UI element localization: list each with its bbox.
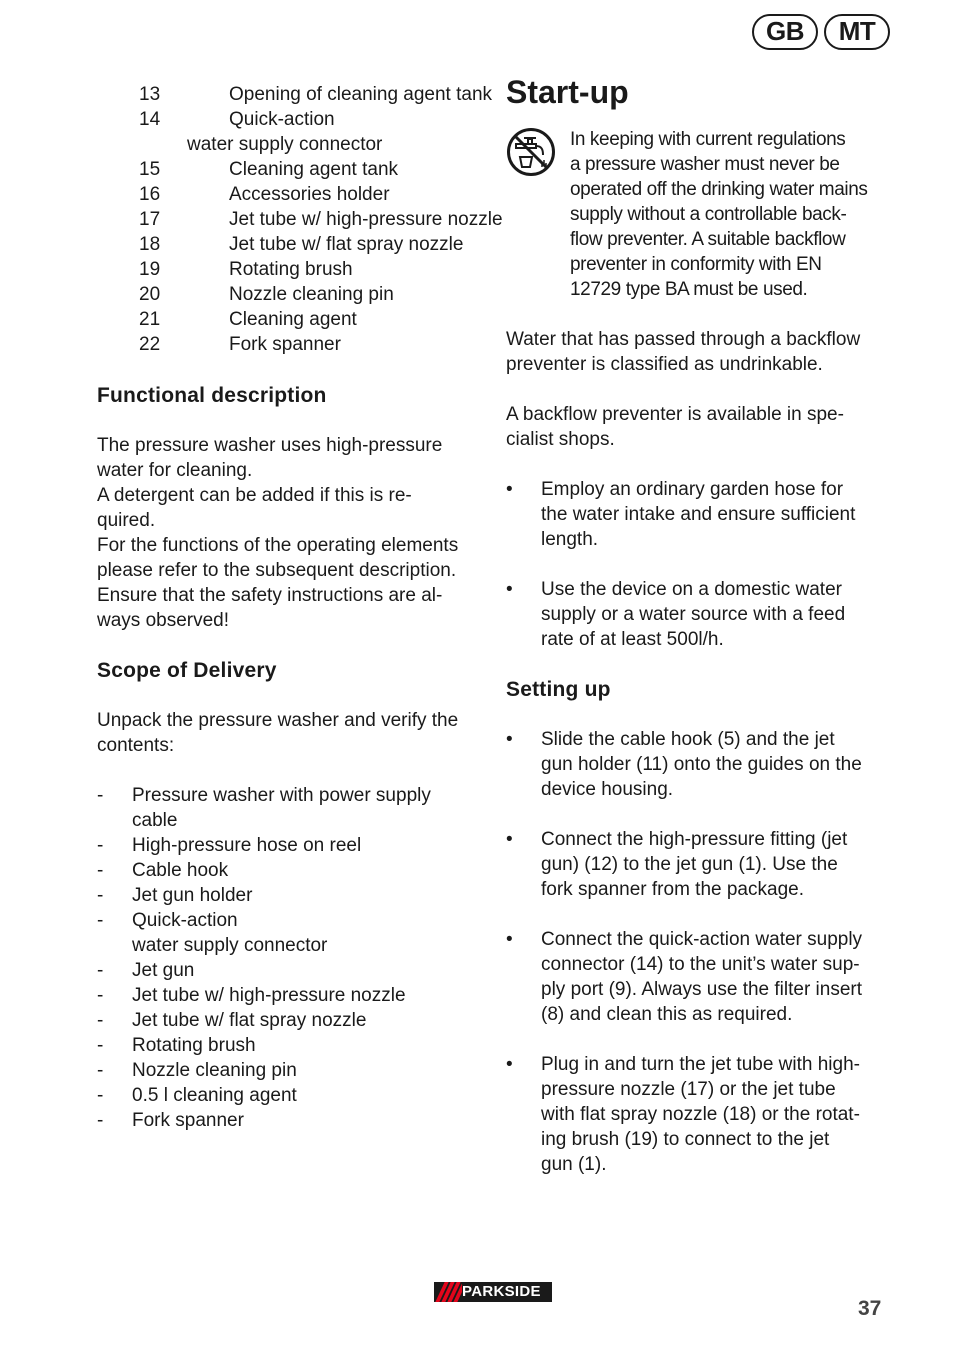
- list-item-text: [132, 1108, 487, 1133]
- start-up-heading: Start-up: [506, 74, 629, 110]
- text-line: water supply connector: [132, 935, 328, 956]
- text-line: Jet tube w/ flat spray nozzle: [132, 1010, 367, 1031]
- parts-list-item: [97, 257, 487, 282]
- list-item: [97, 958, 487, 983]
- text-line: Use the device on a domestic water: [541, 579, 842, 600]
- parts-list: [97, 82, 503, 357]
- dash-marker: -: [97, 785, 104, 806]
- list-item: [506, 1052, 896, 1177]
- dash-marker: -: [97, 1010, 104, 1031]
- logo-stripes: [434, 1282, 462, 1302]
- text-line: contents:: [97, 735, 175, 756]
- list-item: [97, 1008, 487, 1033]
- text-line: connector (14) to the unit’s water sup-: [541, 954, 860, 975]
- part-label: Opening of cleaning agent tank: [229, 84, 493, 105]
- dash-marker: -: [97, 1060, 104, 1081]
- list-item-text: [132, 1083, 487, 1108]
- text-line: Connect the quick-action water supply: [541, 929, 863, 950]
- dash-marker: -: [97, 910, 104, 931]
- text-line: Pressure washer with power supply: [132, 785, 431, 806]
- list-item: [97, 858, 487, 883]
- list-item: [506, 827, 896, 902]
- backflow-undrinkable-text: [506, 327, 896, 377]
- text-line: preventer in conformity with EN: [570, 254, 822, 275]
- dash-marker: -: [97, 835, 104, 856]
- text-line: Fork spanner: [132, 1110, 244, 1131]
- list-item: [506, 727, 896, 802]
- text-line: gun) (12) to the jet gun (1). Use the: [541, 854, 838, 875]
- list-item: [97, 1083, 487, 1108]
- text-line: Quick-action: [132, 910, 238, 931]
- text-line: Water that has passed through a backflow: [506, 329, 861, 350]
- list-item: [97, 1058, 487, 1083]
- text-line: gun (1).: [541, 1154, 607, 1175]
- part-number: 20: [139, 284, 161, 305]
- list-item-text: [541, 827, 896, 902]
- list-item: [506, 577, 896, 652]
- list-item-text: [132, 858, 487, 883]
- part-label: Accessories holder: [229, 184, 390, 205]
- part-number: 18: [139, 234, 161, 255]
- parts-list-item: [97, 207, 503, 232]
- list-item: [506, 477, 896, 552]
- list-item: [97, 883, 487, 908]
- part-number: 21: [139, 309, 161, 330]
- brand-name: PARKSIDE: [462, 1283, 541, 1300]
- part-number: 13: [139, 84, 161, 105]
- bullet-marker: •: [506, 479, 513, 500]
- language-badge-gb: GB: [752, 14, 818, 50]
- parts-list-item: [97, 157, 487, 182]
- text-line: fork spanner from the package.: [541, 879, 804, 900]
- parts-list-item: [97, 307, 487, 332]
- part-label: Cleaning agent tank: [229, 159, 399, 180]
- list-item-text: [132, 958, 487, 983]
- scope-intro-text: [97, 708, 487, 758]
- text-line: In keeping with current regulations: [570, 129, 846, 150]
- list-item-text: [541, 577, 896, 652]
- dash-marker: -: [97, 1110, 104, 1131]
- language-badge-mt: MT: [824, 14, 890, 50]
- no-drinking-water-connection-icon: [506, 127, 556, 177]
- bullet-marker: •: [506, 829, 513, 850]
- text-line: supply or a water source with a feed: [541, 604, 846, 625]
- part-label: Rotating brush: [229, 259, 353, 280]
- list-item: [97, 908, 487, 958]
- scope-of-delivery-heading: Scope of Delivery: [97, 659, 277, 682]
- list-item: [97, 783, 487, 833]
- list-item-text: [132, 783, 487, 833]
- list-item-text: [132, 1058, 487, 1083]
- part-label: Nozzle cleaning pin: [229, 284, 394, 305]
- part-label: Quick-action: [229, 109, 335, 130]
- text-line: flow preventer. A suitable backflow: [570, 229, 846, 250]
- dash-marker: -: [97, 1035, 104, 1056]
- text-line: (8) and clean this as required.: [541, 1004, 793, 1025]
- text-line: with flat spray nozzle (18) or the rotat-: [541, 1104, 860, 1125]
- list-item: [97, 1108, 487, 1133]
- list-item-text: [132, 908, 487, 958]
- functional-description-text: [97, 433, 487, 633]
- parts-list-item: [97, 332, 487, 357]
- text-line: length.: [541, 529, 599, 550]
- text-line: 12729 type BA must be used.: [570, 279, 808, 300]
- list-item-text: [541, 477, 896, 552]
- part-label: Jet tube w/ flat spray nozzle: [229, 234, 464, 255]
- bullet-marker: •: [506, 579, 513, 600]
- setting-up-heading: Setting up: [506, 678, 611, 701]
- text-line: Plug in and turn the jet tube with high-: [541, 1054, 860, 1075]
- parts-list-item: [97, 82, 493, 107]
- text-line: device housing.: [541, 779, 674, 800]
- backflow-availability-text: [506, 402, 896, 452]
- text-line: Unpack the pressure washer and verify the: [97, 710, 459, 731]
- text-line: Jet tube w/ high-pressure nozzle: [132, 985, 406, 1006]
- drinking-water-notice: [506, 127, 896, 302]
- parts-list-item: [97, 182, 487, 207]
- text-line: Ensure that the safety instructions are al-: [97, 585, 443, 606]
- bullet-marker: •: [506, 929, 513, 950]
- list-item: [97, 1033, 487, 1058]
- right-column: [506, 72, 896, 1202]
- dash-marker: -: [97, 985, 104, 1006]
- start-up-bullets: [506, 477, 896, 652]
- bullet-marker: •: [506, 729, 513, 750]
- part-number: 22: [139, 334, 161, 355]
- text-line: supply without a controllable back-: [570, 204, 847, 225]
- parts-list-item: [97, 232, 487, 257]
- part-number: 15: [139, 159, 161, 180]
- left-column: [97, 82, 503, 1133]
- part-label: Cleaning agent: [229, 309, 357, 330]
- text-line: The pressure washer uses high-pressure: [97, 435, 443, 456]
- text-line: For the functions of the operating elements: [97, 535, 459, 556]
- list-item-text: [541, 727, 896, 802]
- text-line: rate of at least 500l/h.: [541, 629, 724, 650]
- text-line: A backflow preventer is available in spe-: [506, 404, 844, 425]
- parts-list-item: [97, 107, 487, 132]
- dash-marker: -: [97, 885, 104, 906]
- part-number: 19: [139, 259, 161, 280]
- dash-marker: -: [97, 860, 104, 881]
- text-line: ply port (9). Always use the filter insert: [541, 979, 863, 1000]
- parts-list-item: [97, 282, 487, 307]
- text-line: ways observed!: [97, 610, 230, 631]
- list-item: [97, 833, 487, 858]
- list-item-text: [132, 883, 487, 908]
- text-line: 0.5 l cleaning agent: [132, 1085, 297, 1106]
- part-number: 16: [139, 184, 161, 205]
- text-line: a pressure washer must never be: [570, 154, 840, 175]
- list-item-text: [132, 1008, 487, 1033]
- list-item-text: [132, 833, 487, 858]
- text-line: Employ an ordinary garden hose for: [541, 479, 844, 500]
- text-line: gun holder (11) onto the guides on the: [541, 754, 862, 775]
- text-line: Connect the high-pressure fitting (jet: [541, 829, 848, 850]
- text-line: please refer to the subsequent description.: [97, 560, 457, 581]
- text-line: High-pressure hose on reel: [132, 835, 362, 856]
- setting-up-bullets: [506, 727, 896, 1177]
- parkside-logo: [434, 1282, 552, 1302]
- text-line: water for cleaning.: [97, 460, 253, 481]
- text-line: Nozzle cleaning pin: [132, 1060, 297, 1081]
- text-line: cialist shops.: [506, 429, 615, 450]
- text-line: preventer is classified as undrinkable.: [506, 354, 823, 375]
- part-number: 14: [139, 109, 161, 130]
- text-line: Jet gun holder: [132, 885, 253, 906]
- text-line: Jet gun: [132, 960, 195, 981]
- text-line: ing brush (19) to connect to the jet: [541, 1129, 830, 1150]
- text-line: quired.: [97, 510, 156, 531]
- part-number: 17: [139, 209, 161, 230]
- text-line: cable: [132, 810, 178, 831]
- list-item-text: [132, 1033, 487, 1058]
- text-line: pressure nozzle (17) or the jet tube: [541, 1079, 836, 1100]
- list-item-text: [132, 983, 487, 1008]
- list-item: [97, 983, 487, 1008]
- scope-of-delivery-list: [97, 783, 487, 1133]
- text-line: Slide the cable hook (5) and the jet: [541, 729, 835, 750]
- text-line: A detergent can be added if this is re-: [97, 485, 412, 506]
- text-line: the water intake and ensure sufficient: [541, 504, 856, 525]
- dash-marker: -: [97, 960, 104, 981]
- text-line: operated off the drinking water mains: [570, 179, 868, 200]
- part-label-continued: water supply connector: [187, 134, 383, 155]
- list-item-text: [541, 927, 896, 1027]
- part-label: Jet tube w/ high-pressure nozzle: [229, 209, 503, 230]
- text-line: Rotating brush: [132, 1035, 256, 1056]
- bullet-marker: •: [506, 1054, 513, 1075]
- functional-description-heading: Functional description: [97, 384, 327, 407]
- list-item-text: [541, 1052, 896, 1177]
- text-line: Cable hook: [132, 860, 229, 881]
- part-label: Fork spanner: [229, 334, 341, 355]
- dash-marker: -: [97, 1085, 104, 1106]
- page-number: 37: [858, 1297, 882, 1320]
- list-item: [506, 927, 896, 1027]
